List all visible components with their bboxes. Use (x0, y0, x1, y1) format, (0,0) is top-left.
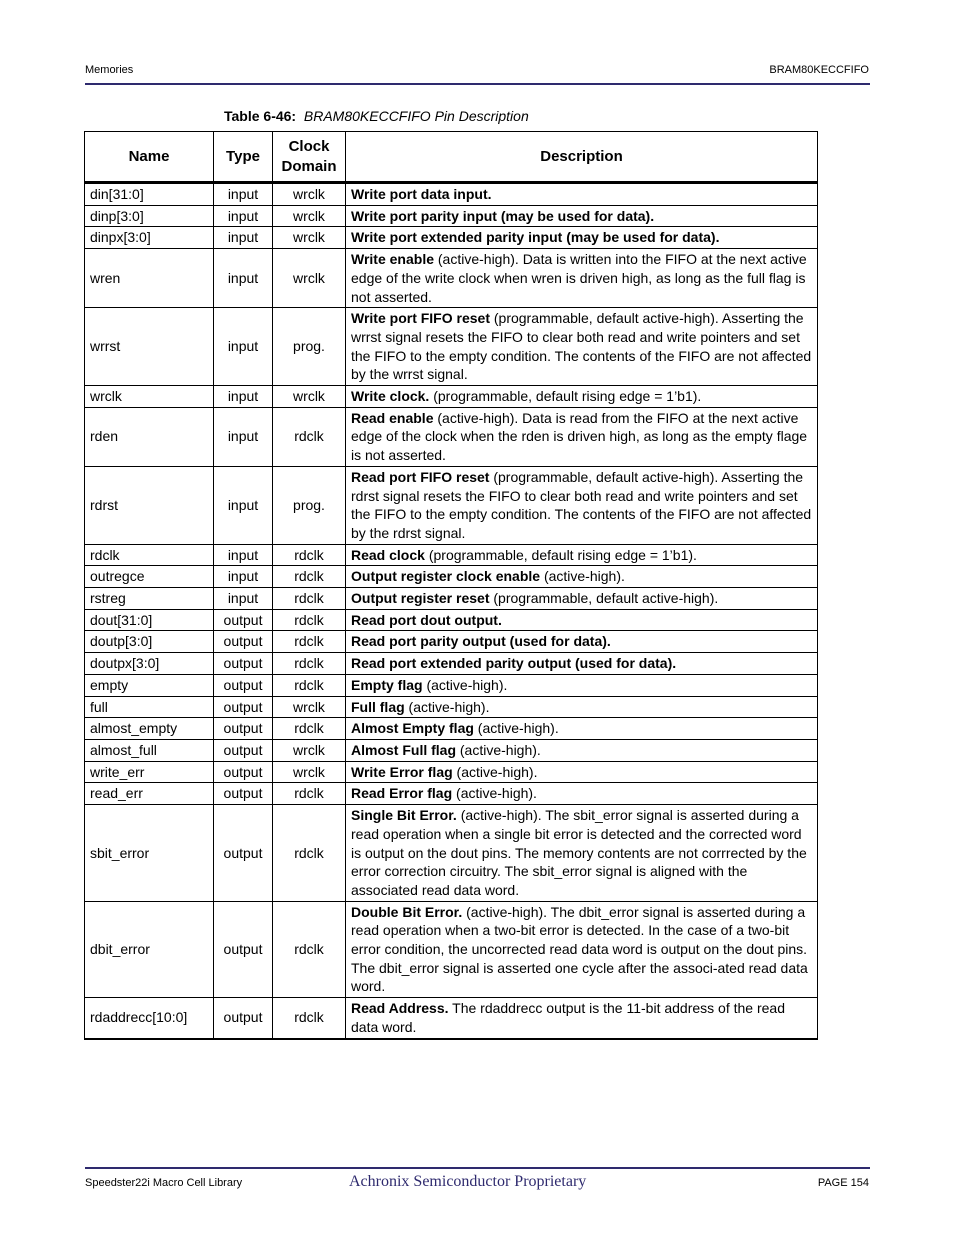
description-text: (programmable, default active-high). Asserting the rdrst signal resets the FIFO to clear both read and write pointers and set the FIFO to the empty condition. The contents of the FIFO are not affected by the rdrst signal. (351, 468, 812, 541)
description-text: (active-high). (540, 568, 625, 585)
table-caption (224, 108, 529, 124)
pin-description-table (84, 131, 818, 1040)
pin-type-cell: input (214, 566, 273, 588)
pin-type-cell: input (214, 249, 273, 308)
pin-name-cell: wrclk (85, 386, 214, 408)
pin-clock-cell: prog. (273, 308, 346, 386)
pin-description-cell (346, 696, 818, 718)
description-text: (active-high). (422, 676, 508, 693)
pin-description-cell (346, 761, 818, 783)
pin-type-cell: output (214, 761, 273, 783)
table-row (85, 183, 818, 206)
pin-description-cell (346, 544, 818, 566)
pin-clock-cell: rdclk (273, 609, 346, 631)
pin-description-cell (346, 183, 818, 206)
pin-type-cell: output (214, 998, 273, 1039)
pin-type-cell: output (214, 739, 273, 761)
table-row (85, 761, 818, 783)
pin-name-cell: almost_full (85, 739, 214, 761)
running-header-section: Memories (85, 64, 134, 76)
table-row (85, 588, 818, 610)
pin-name-cell: rstreg (85, 588, 214, 610)
pin-clock-cell: rdclk (273, 566, 346, 588)
pin-name-cell: wrrst (85, 308, 214, 386)
description-lead: Output register clock enable (351, 568, 541, 585)
description-lead: Double Bit Error. (351, 903, 463, 920)
pin-type-cell: input (214, 386, 273, 408)
description-lead: Read port extended parity output (used for data). (351, 655, 677, 672)
table-row (85, 308, 818, 386)
table-body (85, 183, 818, 1039)
pin-description-cell (346, 386, 818, 408)
description-text: (active-high). (452, 763, 538, 780)
description-lead: Empty flag (351, 676, 423, 693)
pin-clock-cell: rdclk (273, 805, 346, 902)
table-row (85, 674, 818, 696)
pin-description-cell (346, 466, 818, 544)
pin-clock-cell: rdclk (273, 718, 346, 740)
description-text: (active-high). (456, 741, 541, 758)
pin-name-cell: doutpx[3:0] (85, 653, 214, 675)
pin-type-cell: output (214, 674, 273, 696)
pin-type-cell: input (214, 308, 273, 386)
pin-description-cell (346, 653, 818, 675)
pin-type-cell: output (214, 783, 273, 805)
pin-clock-cell: rdclk (273, 653, 346, 675)
table-row (85, 249, 818, 308)
pin-clock-cell: prog. (273, 466, 346, 544)
description-lead: Single Bit Error. (351, 807, 457, 824)
pin-name-cell: sbit_error (85, 805, 214, 902)
col-header-type: Type (214, 132, 273, 183)
description-text: (active-high). Data is read from the FIFO at the next active edge of the clock when the rden is driven high, as long as the empty flage is not asserted. (351, 409, 808, 464)
pin-name-cell: rdaddrecc[10:0] (85, 998, 214, 1039)
table-row (85, 631, 818, 653)
pin-clock-cell: wrclk (273, 183, 346, 206)
description-lead: Write clock. (351, 388, 430, 405)
table-row (85, 998, 818, 1039)
pin-clock-cell: wrclk (273, 386, 346, 408)
pin-name-cell: dbit_error (85, 901, 214, 998)
description-lead: Output register reset (351, 590, 490, 607)
pin-clock-cell: rdclk (273, 588, 346, 610)
description-text: (programmable, default rising edge = 1’b1). (424, 546, 697, 563)
pin-name-cell: dout[31:0] (85, 609, 214, 631)
pin-description-cell (346, 249, 818, 308)
pin-description-cell (346, 805, 818, 902)
table-row (85, 783, 818, 805)
pin-name-cell: full (85, 696, 214, 718)
pin-name-cell: rdclk (85, 544, 214, 566)
pin-name-cell: read_err (85, 783, 214, 805)
table-row (85, 566, 818, 588)
pin-name-cell: rdrst (85, 466, 214, 544)
description-lead: Almost Empty flag (351, 720, 474, 737)
table-row (85, 466, 818, 544)
pin-description-cell (346, 718, 818, 740)
description-text: (active-high). The sbit_error signal is asserted during a read operation when a single bit error is detected and the corrected word is output on the dout pins. The memory contents are not corrrected by the error correction circuitry. The sbit_error signal is aligned with the associated read data word. (351, 807, 807, 898)
description-lead: Read Address. (351, 1000, 449, 1017)
description-lead: Read port FIFO reset (351, 468, 490, 485)
pin-type-cell: output (214, 696, 273, 718)
description-text: (programmable, default rising edge = 1’b1). (429, 388, 702, 405)
description-lead: Write Error flag (351, 763, 453, 780)
pin-clock-cell: wrclk (273, 227, 346, 249)
pin-clock-cell: rdclk (273, 674, 346, 696)
table-row (85, 205, 818, 227)
pin-clock-cell: rdclk (273, 998, 346, 1039)
table-row (85, 609, 818, 631)
pin-description-cell (346, 674, 818, 696)
pin-clock-cell: rdclk (273, 407, 346, 466)
table-row (85, 227, 818, 249)
description-text: (active-high). (473, 720, 559, 737)
description-lead: Read port parity output (used for data). (351, 633, 611, 650)
pin-name-cell: almost_empty (85, 718, 214, 740)
description-text: (programmable, default active-high). (489, 590, 719, 607)
col-header-name: Name (85, 132, 214, 183)
description-lead: Almost Full flag (351, 741, 456, 758)
description-lead: Read clock (351, 546, 425, 563)
pin-type-cell: input (214, 183, 273, 206)
pin-name-cell: rden (85, 407, 214, 466)
footer-doc-title: Speedster22i Macro Cell Library (85, 1177, 243, 1189)
table-header-row (85, 132, 818, 183)
pin-description-cell (346, 739, 818, 761)
pin-name-cell: doutp[3:0] (85, 631, 214, 653)
pin-description-cell (346, 308, 818, 386)
header-rule (85, 83, 870, 85)
pin-type-cell: input (214, 466, 273, 544)
pin-description-cell (346, 205, 818, 227)
pin-name-cell: din[31:0] (85, 183, 214, 206)
table-row (85, 718, 818, 740)
table-row (85, 696, 818, 718)
table-row (85, 653, 818, 675)
description-lead: Write port FIFO reset (351, 310, 490, 327)
pin-type-cell: input (214, 205, 273, 227)
pin-description-cell (346, 901, 818, 998)
pin-clock-cell: rdclk (273, 544, 346, 566)
pin-name-cell: dinpx[3:0] (85, 227, 214, 249)
running-header-title: BRAM80KECCFIFO (769, 64, 869, 76)
pin-clock-cell: wrclk (273, 696, 346, 718)
description-text: (active-high). Data is written into the FIFO at the next active edge of the write clock when wren is driven high, as long as the full flag is not asserted. (351, 251, 807, 305)
pin-description-cell (346, 998, 818, 1039)
pin-name-cell: wren (85, 249, 214, 308)
description-text: (active-high). (452, 785, 537, 802)
description-lead: Read Error flag (351, 785, 453, 802)
pin-type-cell: output (214, 805, 273, 902)
pin-clock-cell: wrclk (273, 761, 346, 783)
pin-clock-cell: wrclk (273, 739, 346, 761)
table-row (85, 901, 818, 998)
pin-type-cell: output (214, 718, 273, 740)
footer-rule (85, 1167, 870, 1169)
description-lead: Write port parity input (may be used for data). (351, 207, 655, 224)
table-caption-title: BRAM80KECCFIFO Pin Description (303, 108, 529, 124)
description-text: (active-high). (404, 698, 490, 715)
table-row (85, 386, 818, 408)
pin-description-cell (346, 609, 818, 631)
pin-description-cell (346, 631, 818, 653)
description-text: The rdaddrecc output is the 11-bit address of the read data word. (351, 1000, 785, 1035)
description-lead: Read port dout output. (351, 611, 502, 628)
description-lead: Write port extended parity input (may be used for data). (351, 229, 720, 246)
pin-type-cell: input (214, 588, 273, 610)
pin-type-cell: output (214, 609, 273, 631)
description-lead: Write port data input. (351, 186, 492, 202)
pin-type-cell: output (214, 901, 273, 998)
pin-type-cell: output (214, 653, 273, 675)
description-lead: Read enable (351, 409, 434, 426)
pin-type-cell: input (214, 544, 273, 566)
table-row (85, 805, 818, 902)
pin-type-cell: input (214, 227, 273, 249)
pin-clock-cell: rdclk (273, 631, 346, 653)
pin-description-cell (346, 407, 818, 466)
pin-clock-cell: rdclk (273, 783, 346, 805)
col-header-description: Description (346, 132, 818, 183)
table-row (85, 544, 818, 566)
table-caption-label: Table 6-46: (224, 108, 297, 124)
table-row (85, 407, 818, 466)
description-lead: Write enable (351, 251, 434, 268)
table-row (85, 739, 818, 761)
col-header-clock-domain: Clock Domain (273, 132, 346, 183)
pin-description-cell (346, 783, 818, 805)
pin-description-cell (346, 566, 818, 588)
pin-name-cell: write_err (85, 761, 214, 783)
pin-description-cell (346, 588, 818, 610)
pin-clock-cell: wrclk (273, 205, 346, 227)
pin-clock-cell: wrclk (273, 249, 346, 308)
footer-proprietary-notice: Achronix Semiconductor Proprietary (349, 1173, 587, 1190)
pin-type-cell: output (214, 631, 273, 653)
footer-page-number: PAGE 154 (817, 1177, 869, 1189)
pin-name-cell: empty (85, 674, 214, 696)
description-lead: Full flag (351, 698, 405, 715)
pin-type-cell: input (214, 407, 273, 466)
pin-clock-cell: rdclk (273, 901, 346, 998)
pin-description-cell (346, 227, 818, 249)
pin-name-cell: dinp[3:0] (85, 205, 214, 227)
pin-name-cell: outregce (85, 566, 214, 588)
description-text: (programmable, default active-high). Asserting the wrrst signal resets the FIFO to clear both read and write pointers and set the FIFO to the empty condition. The contents of the FIFO are not affected by the wrrst signal. (351, 310, 812, 383)
description-text: (active-high). The dbit_error signal is asserted during a read operation when a two-bit error is detected. In the case of a two-bit error condition, the uncorrected read data word is output on the dout pins. The dbit_error signal is asserted one cycle after the associ-ated read data word. (351, 903, 808, 995)
